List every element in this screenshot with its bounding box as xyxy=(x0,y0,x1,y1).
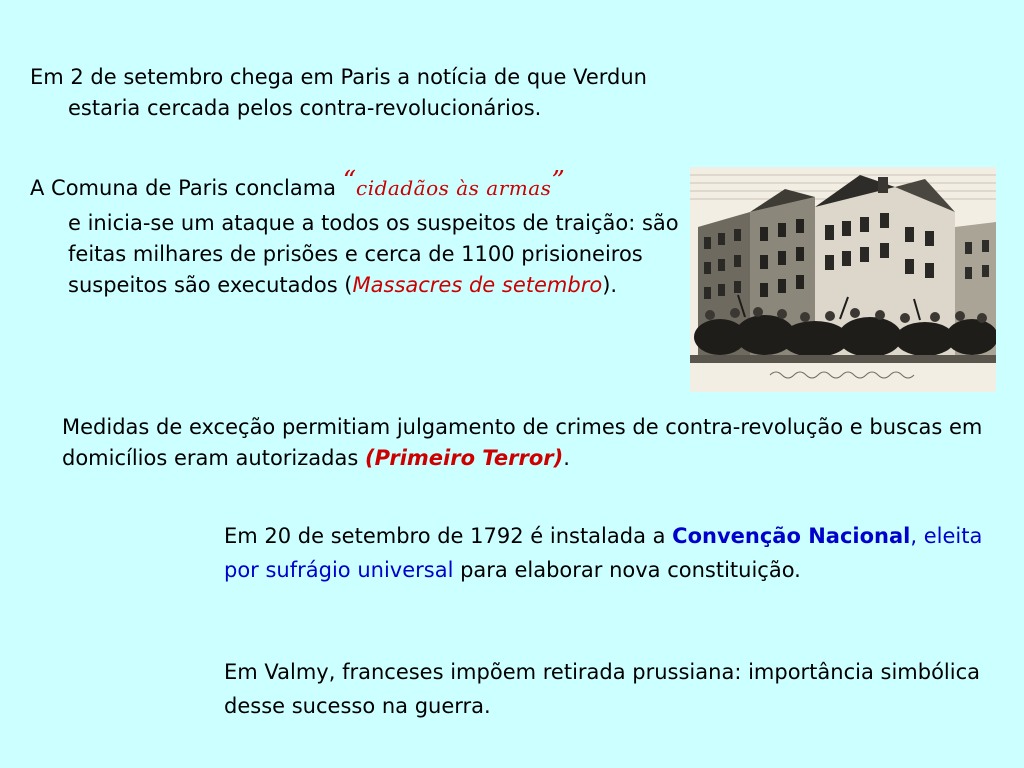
massacres-de-setembro: Massacres de setembro xyxy=(352,273,603,297)
engraving-image xyxy=(690,167,996,392)
comuna-lead-text: A Comuna de Paris conclama xyxy=(30,176,343,200)
paren-open: ( xyxy=(364,446,375,470)
sufragio-universal: eleita por sufrágio universal xyxy=(224,524,983,582)
convencao-comma: , xyxy=(910,524,924,548)
paren-close: ) xyxy=(553,446,564,470)
comuna-rest-text: e inicia-se um ataque a todos os suspeitos de traição: são feitas milhares de prisões e cerca de 1100 prisioneiros suspeitos são executados ( xyxy=(68,211,679,297)
comuna-rest xyxy=(30,208,680,301)
quote-cidadaos-as-armas: cidadãos às armas xyxy=(356,176,552,200)
convencao-nacional: Convenção Nacional xyxy=(672,524,911,548)
engraving-september-massacres-icon xyxy=(690,167,996,392)
paragraph-convencao xyxy=(224,519,984,587)
quote-open: “ xyxy=(342,166,357,196)
paragraph-verdun xyxy=(30,62,708,124)
primeiro-terror: Primeiro Terror xyxy=(374,446,554,470)
medidas-text: Medidas de exceção permitiam julgamento de crimes de contra-revolução e buscas em domicílios eram autorizadas xyxy=(62,415,983,470)
medidas-end: . xyxy=(563,446,570,470)
comuna-end: ). xyxy=(602,273,618,297)
paragraph-comuna xyxy=(30,166,680,301)
valmy-text: Em Valmy, franceses impõem retirada prussiana: importância simbólica desse sucesso na guerra. xyxy=(224,660,980,718)
quote-close: ” xyxy=(551,166,565,196)
paragraph-medidas xyxy=(62,412,1012,474)
convencao-end: para elaborar nova constituição. xyxy=(453,558,801,582)
convencao-lead: Em 20 de setembro de 1792 é instalada a xyxy=(224,524,673,548)
paragraph-verdun-text: Em 2 de setembro chega em Paris a notícia de que Verdun estaria cercada pelos contra-revolucionários. xyxy=(30,65,647,120)
paragraph-valmy xyxy=(224,655,984,723)
